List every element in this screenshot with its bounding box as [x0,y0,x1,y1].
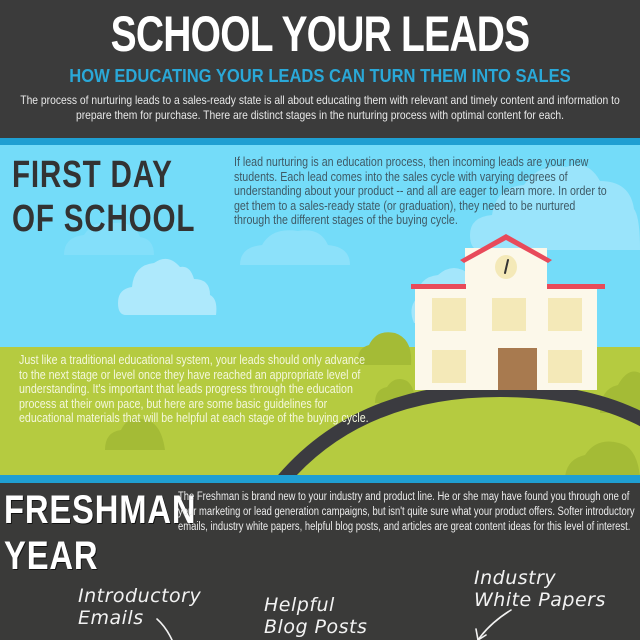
chalk-item-label: Emails [78,607,144,629]
page-subtitle: HOW EDUCATING YOUR LEADS CAN TURN THEM INTO SALES [69,66,571,86]
first-day-description: If lead nurturing is an education process, then incoming leads are your new students. Each lead comes into the sales cycle with varying degrees of understanding about your product -- and all are eager to learn more. In order to get them to a sales-ready state (or graduation), they need to be nurtured through the different stages of the buying cycle. [234,154,607,227]
chalk-item-label: Industry [474,567,557,589]
divider [0,138,640,145]
chalk-item-label: Helpful [264,594,335,616]
schoolhouse-icon [410,230,615,390]
first-day-title [12,153,195,241]
clock-icon [495,255,517,279]
first-day-title-line2: OF SCHOOL [12,198,196,240]
freshman-description: The Freshman is brand new to your industry and product line. He or she may have found you through one of your marketing or lead generation campaigns, but isn't quite sure what your product offers. Softer introductory emails, industry white papers, helpful blog posts, and articles are great content ideas for this level of interest. [178,491,635,533]
freshman-title-line2: YEAR [4,534,99,578]
chalk-item-label: Blog Posts [264,616,368,638]
chalk-item-label: Introductory [78,585,202,607]
freshman-title-line1: FRESHMAN [4,488,197,532]
freshman-section [0,483,640,640]
chalk-item-label: White Papers [474,589,606,611]
header-banner [0,0,640,138]
progression-description: Just like a traditional educational system, your leads should only advance to the next stage or level once they have reached an appropriate level of understanding. It's important that leads progress through the education process at their own pace, but here are some basic guidelines for educational materials that will be helpful at each stage of the buying cycle. [19,352,369,425]
page-title: SCHOOL YOUR LEADS [110,6,530,62]
divider [0,475,640,483]
first-day-section [0,145,640,475]
intro-paragraph: The process of nurturing leads to a sales-ready state is all about educating them with relevant and timely content and information to prepare them for purchase. There are distinct stages in the nurturing process with optimal content for each. [20,93,620,122]
first-day-title-line1: FIRST DAY [12,154,173,196]
chalk-arrow-icon [0,483,640,640]
